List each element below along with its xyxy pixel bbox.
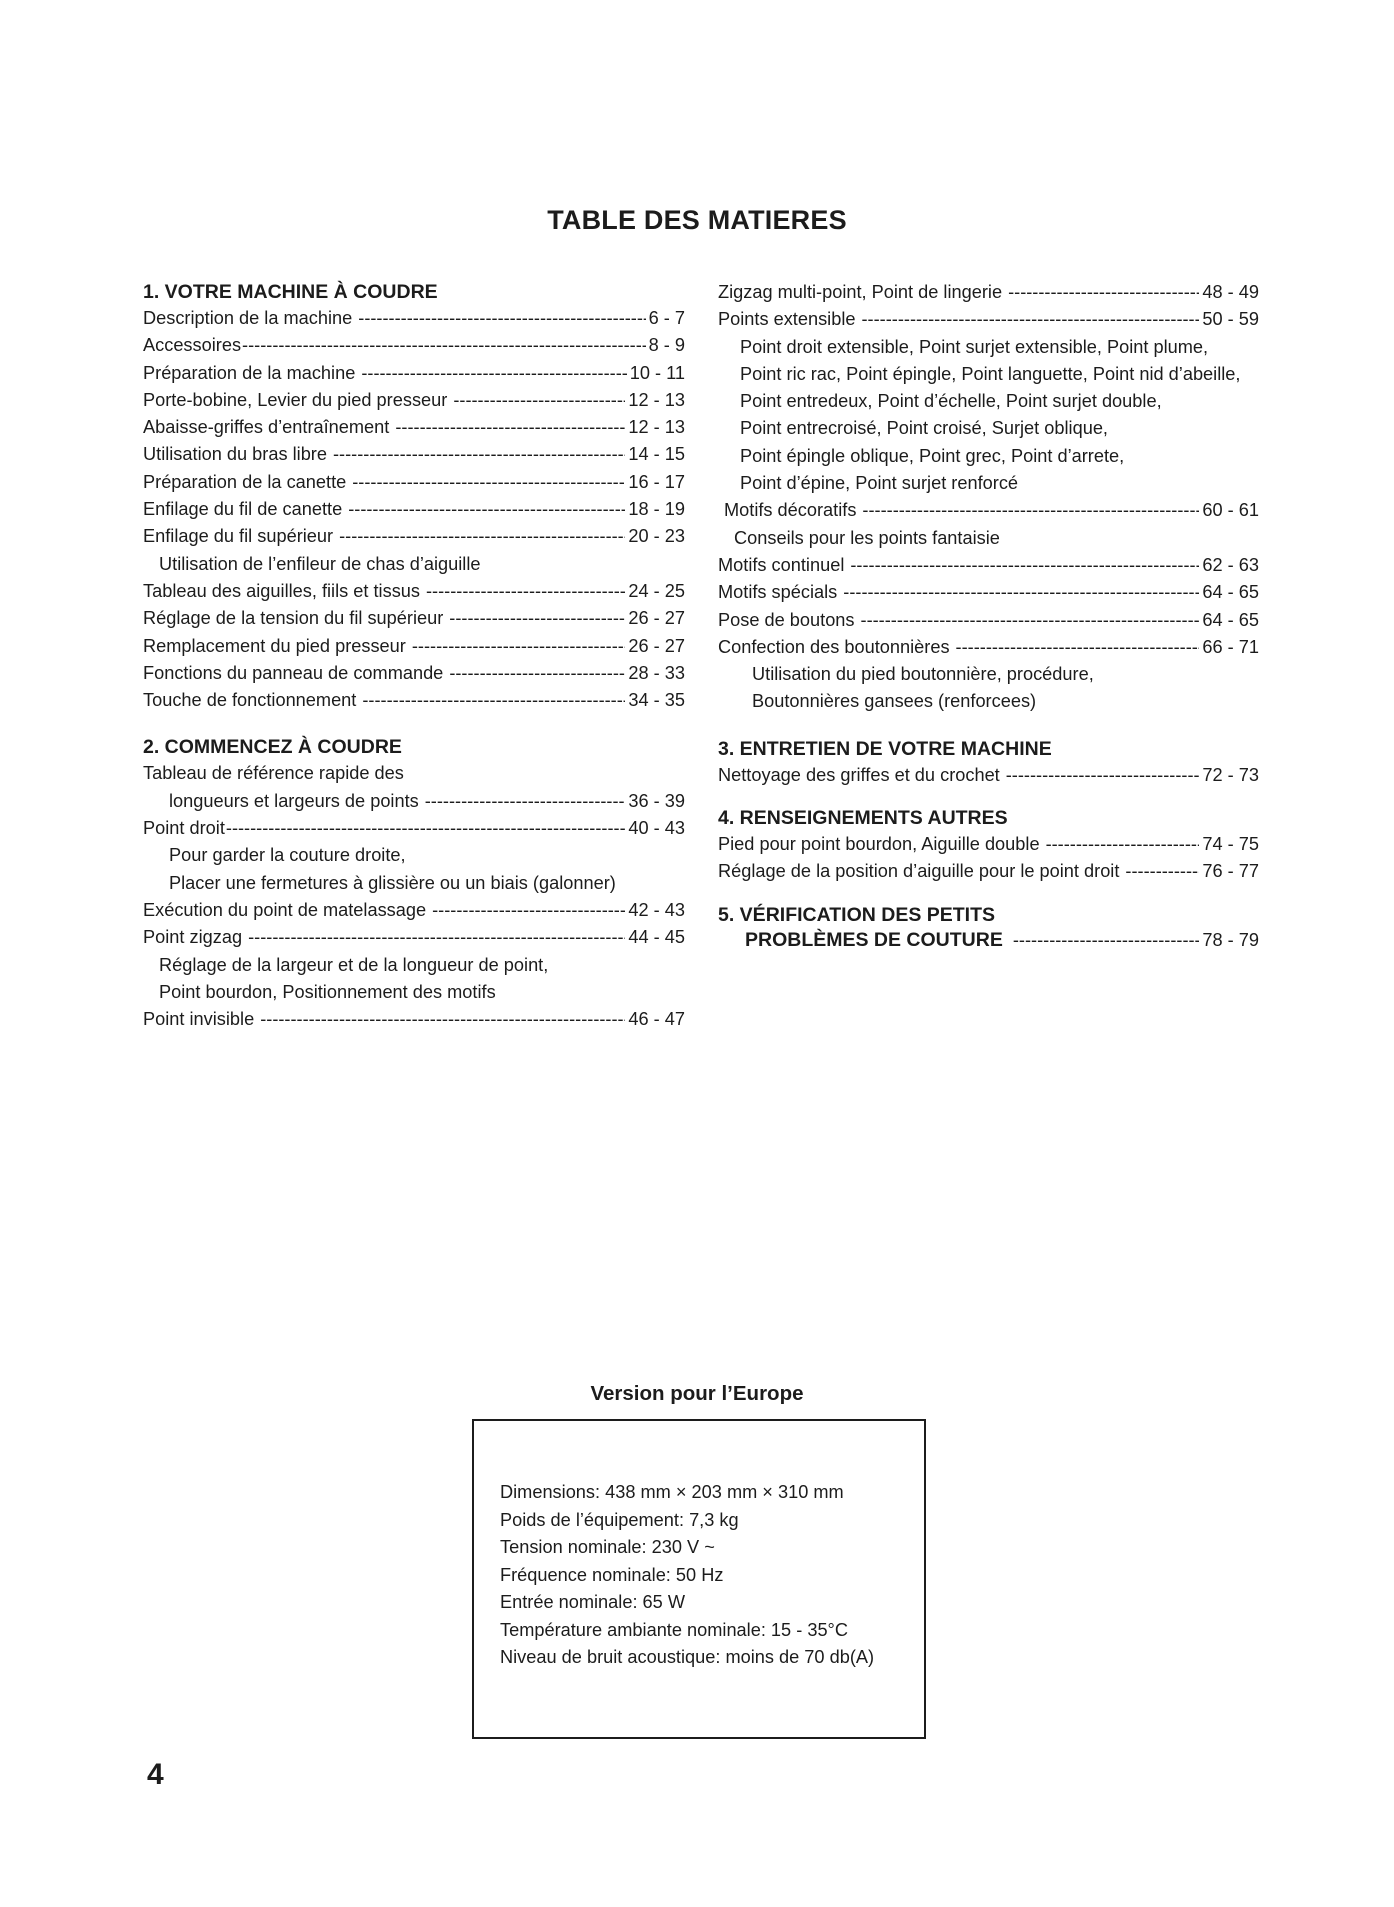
toc-entry: Pose de boutons ----- 64 - 65 [718, 607, 1259, 634]
spec-line: Température ambiante nominale: 15 - 35°C [500, 1619, 848, 1640]
specifications-list [500, 1479, 874, 1672]
toc-text-line: Tableau de référence rapide des [143, 763, 404, 784]
toc-entry: Points extensible ----- 50 - 59 [718, 306, 1259, 333]
toc-entry: Motifs spécials ----- 64 - 65 [718, 579, 1259, 606]
toc-entry: Point droit ----- 40 - 43 [143, 815, 685, 842]
toc-entry: Abaisse-griffes d’entraînement ----- 12 - 13 [143, 414, 685, 441]
section-heading-5: 5. VÉRIFICATION DES PETITS [718, 903, 996, 926]
toc-entry: Porte-bobine, Levier du pied presseur ----- 12 - 13 [143, 387, 685, 414]
toc-entry: Point zigzag ----- 44 - 45 [143, 924, 685, 951]
toc-subentry: Pour garder la couture droite, [169, 845, 406, 866]
toc-right-column [718, 279, 1259, 952]
page-title: TABLE DES MATIERES [547, 205, 847, 235]
toc-subentry: Point épingle oblique, Point grec, Point d’arrete, [740, 445, 1125, 466]
toc-entry: Pied pour point bourdon, Aiguille double ----- 74 - 75 [718, 831, 1259, 858]
toc-subentry: Utilisation de l’enfileur de chas d’aiguille [159, 553, 481, 574]
spec-line: Entrée nominale: 65 W [500, 1592, 686, 1612]
toc-entry: Motifs décoratifs ----- 60 - 61 [718, 497, 1259, 524]
specifications-box [472, 1419, 926, 1739]
toc-subentry: Point ric rac, Point épingle, Point languette, Point nid d’abeille, [740, 363, 1241, 384]
toc-entry: Enfilage du fil de canette ----- 18 - 19 [143, 496, 685, 523]
toc-entry: Accessoires ----- 8 - 9 [143, 332, 685, 359]
toc-subentry: Point d’épine, Point surjet renforcé [740, 473, 1019, 494]
toc-entry: Zigzag multi-point, Point de lingerie ----- 48 - 49 [718, 279, 1259, 306]
toc-subentry: Conseils pour les points fantaisie [734, 527, 1000, 548]
toc-entry: Remplacement du pied presseur ----- 26 - 27 [143, 633, 685, 660]
toc-entry: Exécution du point de matelassage ----- 42 - 43 [143, 897, 685, 924]
toc-entry: Nettoyage des griffes et du crochet ----- 72 - 73 [718, 762, 1259, 789]
toc-entry: Point invisible ----- 46 - 47 [143, 1006, 685, 1033]
section-heading-3: 3. ENTRETIEN DE VOTRE MACHINE [718, 737, 1052, 760]
toc-entry: Confection des boutonnières ----- 66 - 71 [718, 634, 1259, 661]
toc-entry: Touche de fonctionnement ----- 34 - 35 [143, 687, 685, 714]
spec-line: Tension nominale: 230 V ~ [500, 1537, 715, 1557]
toc-entry: Réglage de la position d’aiguille pour le point droit ----- 76 - 77 [718, 858, 1259, 885]
toc-subentry: Réglage de la largeur et de la longueur de point, [159, 954, 549, 975]
toc-entry: Enfilage du fil supérieur ----- 20 - 23 [143, 523, 685, 550]
toc-entry: Préparation de la machine ----- 10 - 11 [143, 360, 685, 387]
spec-line: Poids de l’équipement: 7,3 kg [500, 1509, 739, 1530]
section-heading-4: 4. RENSEIGNEMENTS AUTRES [718, 807, 1008, 830]
toc-subentry: Point droit extensible, Point surjet extensible, Point plume, [740, 336, 1209, 357]
toc-subentry: Point bourdon, Positionnement des motifs [159, 981, 496, 1002]
toc-subentry: Utilisation du pied boutonnière, procédure, [752, 664, 1094, 685]
toc-subentry: Point entrecroisé, Point croisé, Surjet oblique, [740, 418, 1108, 439]
toc-entry: Motifs continuel ----- 62 - 63 [718, 552, 1259, 579]
spec-line: Dimensions: 438 mm × 203 mm × 310 mm [500, 1482, 844, 1502]
section-heading-1: 1. VOTRE MACHINE À COUDRE [143, 281, 438, 303]
toc-subentry: Point entredeux, Point d’échelle, Point surjet double, [740, 391, 1162, 412]
toc-entry: Réglage de la tension du fil supérieur ----- 26 - 27 [143, 605, 685, 632]
spec-line: Niveau de bruit acoustique: moins de 70 db(A) [500, 1647, 875, 1667]
toc-subentry: Boutonnières gansees (renforcees) [752, 691, 1037, 712]
toc-entry: Préparation de la canette ----- 16 - 17 [143, 469, 685, 496]
page-number: 4 [147, 1758, 164, 1791]
toc-entry: longueurs et largeurs de points ----- 36 - 39 [143, 788, 685, 815]
section-heading-2: 2. COMMENCEZ À COUDRE [143, 736, 402, 759]
toc-entry: Fonctions du panneau de commande ----- 28 - 33 [143, 660, 685, 687]
toc-left-column [143, 279, 685, 1033]
spec-line: Fréquence nominale: 50 Hz [500, 1564, 724, 1585]
toc-subentry: Placer une fermetures à glissière ou un biais (galonner) [169, 872, 616, 893]
toc-entry: Tableau des aiguilles, fiils et tissus ----- 24 - 25 [143, 578, 685, 605]
section-heading-5-entry: PROBLÈMES DE COUTURE ----- 78 - 79 [718, 928, 1259, 952]
toc-entry: Utilisation du bras libre ----- 14 - 15 [143, 441, 685, 468]
toc-entry: Description de la machine ----- 6 - 7 [143, 305, 685, 332]
europe-version-title: Version pour l’Europe [590, 1382, 804, 1405]
